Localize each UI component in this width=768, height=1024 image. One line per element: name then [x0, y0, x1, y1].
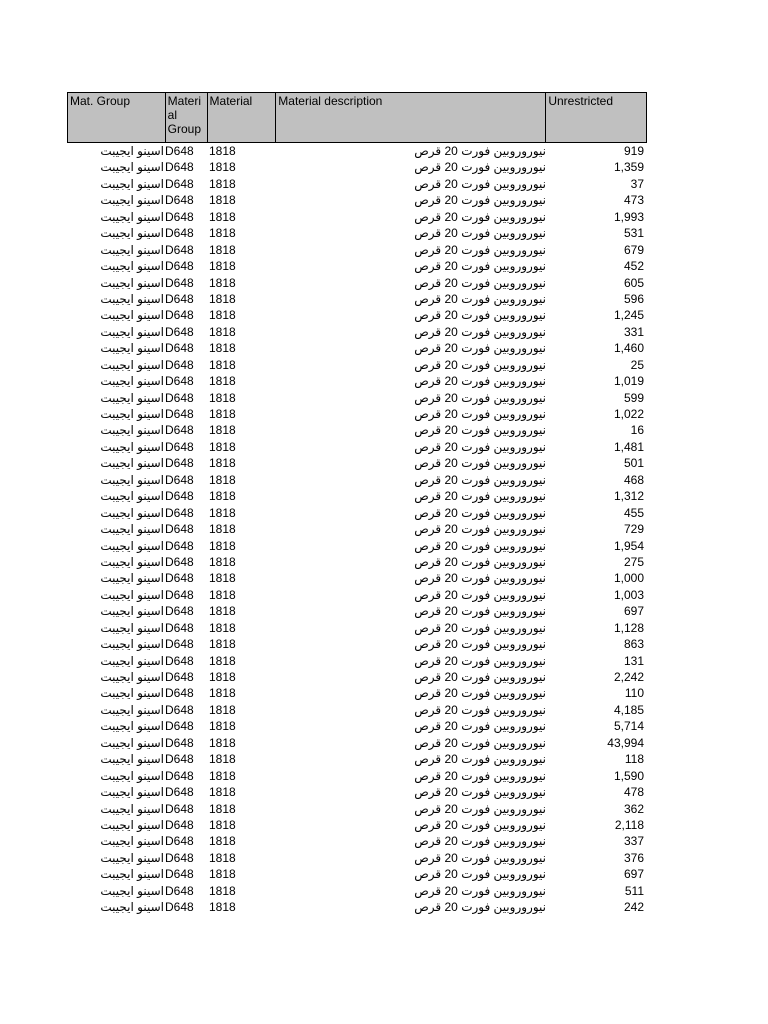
cell-mat-group: اسينو ايجيبت	[100, 439, 164, 454]
cell-material: 1818	[209, 850, 236, 865]
cell-material-group: D648	[165, 439, 194, 454]
cell-mat-group: اسينو ايجيبت	[100, 686, 164, 701]
table-row	[67, 718, 647, 734]
cell-material: 1818	[209, 867, 236, 882]
cell-material-description: نيوروروبين فورت 20 قرص	[414, 160, 546, 175]
cell-material-group: D648	[165, 259, 194, 274]
cell-material-group: D648	[165, 193, 194, 208]
cell-material-group: D648	[165, 423, 194, 438]
cell-material-description: نيوروروبين فورت 20 قرص	[414, 571, 546, 586]
table-row	[67, 850, 647, 866]
cell-unrestricted: 697	[623, 867, 644, 882]
cell-material-group: D648	[165, 308, 194, 323]
cell-material-group: D648	[165, 883, 194, 898]
cell-material: 1818	[209, 883, 236, 898]
cell-material-group: D648	[165, 817, 194, 832]
cell-material: 1818	[209, 752, 236, 767]
cell-material: 1818	[209, 209, 236, 224]
cell-unrestricted: 1,245	[613, 308, 644, 323]
cell-material: 1818	[209, 308, 236, 323]
cell-material-description: نيوروروبين فورت 20 قرص	[414, 357, 546, 372]
cell-material: 1818	[209, 144, 236, 158]
cell-material-group: D648	[165, 867, 194, 882]
table-row	[67, 570, 647, 586]
cell-unrestricted: 25	[630, 357, 644, 372]
cell-material-group: D648	[165, 242, 194, 257]
cell-material-description: نيوروروبين فورت 20 قرص	[414, 275, 546, 290]
cell-unrestricted: 1,003	[613, 587, 644, 602]
cell-material-group: D648	[165, 850, 194, 865]
cell-mat-group: اسينو ايجيبت	[100, 209, 164, 224]
cell-unrestricted: 2,242	[613, 670, 644, 684]
cell-unrestricted: 863	[623, 637, 644, 652]
cell-material-group: D648	[165, 489, 194, 504]
cell-unrestricted: 599	[623, 390, 644, 405]
header-material-description: Material description	[276, 93, 546, 142]
cell-material-group: D648	[165, 719, 194, 734]
table-row	[67, 439, 647, 455]
cell-material-description: نيوروروبين فورت 20 قرص	[414, 324, 546, 339]
cell-mat-group: اسينو ايجيبت	[100, 390, 164, 405]
table-row	[67, 143, 647, 159]
cell-unrestricted: 16	[630, 423, 644, 438]
cell-material-description: نيوروروبين فورت 20 قرص	[414, 653, 546, 668]
table-row	[67, 192, 647, 208]
table-row	[67, 603, 647, 619]
cell-material: 1818	[209, 341, 236, 356]
cell-mat-group: اسينو ايجيبت	[100, 571, 164, 586]
cell-material-group: D648	[165, 670, 194, 684]
cell-unrestricted: 473	[623, 193, 644, 208]
cell-material: 1818	[209, 472, 236, 487]
table-row	[67, 702, 647, 718]
table-body	[67, 143, 647, 916]
cell-material: 1818	[209, 390, 236, 405]
cell-material: 1818	[209, 439, 236, 454]
table-row	[67, 159, 647, 175]
cell-material-group: D648	[165, 785, 194, 800]
cell-material-description: نيوروروبين فورت 20 قرص	[414, 193, 546, 208]
cell-mat-group: اسينو ايجيبت	[100, 259, 164, 274]
cell-material: 1818	[209, 719, 236, 734]
cell-material-description: نيوروروبين فورت 20 قرص	[414, 850, 546, 865]
cell-mat-group: اسينو ايجيبت	[100, 785, 164, 800]
cell-material-group: D648	[165, 834, 194, 849]
cell-material: 1818	[209, 686, 236, 701]
table-row	[67, 899, 647, 915]
cell-unrestricted: 5,714	[613, 719, 644, 734]
cell-unrestricted: 501	[623, 456, 644, 471]
cell-material: 1818	[209, 275, 236, 290]
cell-unrestricted: 362	[623, 801, 644, 816]
cell-mat-group: اسينو ايجيبت	[100, 456, 164, 471]
cell-unrestricted: 452	[623, 259, 644, 274]
cell-material-description: نيوروروبين فورت 20 قرص	[414, 834, 546, 849]
cell-material-group: D648	[165, 587, 194, 602]
cell-mat-group: اسينو ايجيبت	[100, 768, 164, 783]
table-row	[67, 636, 647, 652]
cell-material-description: نيوروروبين فورت 20 قرص	[414, 752, 546, 767]
cell-material: 1818	[209, 357, 236, 372]
cell-unrestricted: 110	[624, 686, 644, 701]
cell-unrestricted: 1,460	[613, 341, 644, 356]
cell-unrestricted: 2,118	[614, 817, 644, 832]
table-row	[67, 685, 647, 701]
cell-unrestricted: 37	[630, 176, 644, 191]
header-mat-group: Mat. Group	[68, 93, 166, 142]
cell-mat-group: اسينو ايجيبت	[100, 719, 164, 734]
cell-material: 1818	[209, 374, 236, 389]
cell-material: 1818	[209, 768, 236, 783]
table-row	[67, 406, 647, 422]
cell-material-description: نيوروروبين فورت 20 قرص	[414, 226, 546, 241]
table-row	[67, 176, 647, 192]
cell-mat-group: اسينو ايجيبت	[100, 620, 164, 635]
table-row	[67, 488, 647, 504]
header-material: Material	[208, 93, 277, 142]
cell-material: 1818	[209, 801, 236, 816]
cell-unrestricted: 331	[623, 324, 644, 339]
table-row	[67, 390, 647, 406]
cell-material-description: نيوروروبين فورت 20 قرص	[414, 242, 546, 257]
cell-material: 1818	[209, 423, 236, 438]
cell-material: 1818	[209, 160, 236, 175]
cell-mat-group: اسينو ايجيبت	[100, 637, 164, 652]
cell-mat-group: اسينو ايجيبت	[100, 817, 164, 832]
cell-unrestricted: 1,000	[613, 571, 644, 586]
cell-material-group: D648	[165, 900, 194, 915]
table-row	[67, 817, 647, 833]
cell-mat-group: اسينو ايجيبت	[100, 176, 164, 191]
cell-mat-group: اسينو ايجيبت	[100, 735, 164, 750]
table-row	[67, 620, 647, 636]
table-row	[67, 242, 647, 258]
cell-material-group: D648	[165, 144, 194, 158]
cell-material-description: نيوروروبين فورت 20 قرص	[414, 407, 546, 421]
cell-unrestricted: 337	[623, 834, 644, 849]
cell-material-description: نيوروروبين فورت 20 قرص	[414, 472, 546, 487]
cell-material: 1818	[209, 226, 236, 241]
cell-unrestricted: 729	[623, 522, 644, 537]
cell-material-group: D648	[165, 801, 194, 816]
cell-mat-group: اسينو ايجيبت	[100, 226, 164, 241]
cell-mat-group: اسينو ايجيبت	[100, 193, 164, 208]
cell-material: 1818	[209, 587, 236, 602]
table-row	[67, 275, 647, 291]
table-row	[67, 225, 647, 241]
cell-mat-group: اسينو ايجيبت	[100, 242, 164, 257]
table-row	[67, 373, 647, 389]
cell-unrestricted: 1,590	[613, 768, 644, 783]
cell-mat-group: اسينو ايجيبت	[100, 834, 164, 849]
cell-mat-group: اسينو ايجيبت	[100, 275, 164, 290]
cell-material: 1818	[209, 554, 236, 569]
cell-material-description: نيوروروبين فورت 20 قرص	[414, 686, 546, 701]
table-row	[67, 521, 647, 537]
cell-material: 1818	[209, 571, 236, 586]
cell-material: 1818	[209, 620, 236, 635]
cell-material-group: D648	[165, 407, 194, 421]
table-row	[67, 669, 647, 685]
cell-material: 1818	[209, 176, 236, 191]
cell-material-description: نيوروروبين فورت 20 قرص	[414, 670, 546, 684]
cell-unrestricted: 1,022	[613, 407, 644, 421]
cell-mat-group: اسينو ايجيبت	[100, 324, 164, 339]
cell-unrestricted: 376	[623, 850, 644, 865]
cell-unrestricted: 1,128	[613, 620, 644, 635]
table-row	[67, 324, 647, 340]
table-row	[67, 784, 647, 800]
cell-mat-group: اسينو ايجيبت	[100, 407, 164, 421]
cell-material-description: نيوروروبين فورت 20 قرص	[414, 456, 546, 471]
cell-unrestricted: 1,019	[613, 374, 644, 389]
header-unrestricted: Unrestricted	[548, 94, 614, 108]
cell-material-group: D648	[165, 522, 194, 537]
cell-mat-group: اسينو ايجيبت	[100, 522, 164, 537]
table-row	[67, 505, 647, 521]
cell-mat-group: اسينو ايجيبت	[100, 308, 164, 323]
table-row	[67, 422, 647, 438]
cell-material-description: نيوروروبين فورت 20 قرص	[414, 390, 546, 405]
cell-unrestricted: 131	[623, 653, 644, 668]
cell-unrestricted: 531	[623, 226, 644, 241]
table-row	[67, 833, 647, 849]
cell-material: 1818	[209, 522, 236, 537]
cell-material-description: نيوروروبين فورت 20 قرص	[414, 374, 546, 389]
cell-mat-group: اسينو ايجيبت	[100, 604, 164, 619]
cell-material-group: D648	[165, 456, 194, 471]
cell-material-description: نيوروروبين فورت 20 قرص	[414, 259, 546, 274]
table-row	[67, 735, 647, 751]
cell-material-group: D648	[165, 341, 194, 356]
cell-material-description: نيوروروبين فورت 20 قرص	[414, 209, 546, 224]
table-row	[67, 258, 647, 274]
cell-material-group: D648	[165, 686, 194, 701]
cell-material-description: نيوروروبين فورت 20 قرص	[414, 604, 546, 619]
cell-material-group: D648	[165, 357, 194, 372]
cell-material: 1818	[209, 653, 236, 668]
cell-material-group: D648	[165, 374, 194, 389]
cell-mat-group: اسينو ايجيبت	[100, 850, 164, 865]
cell-unrestricted: 697	[623, 604, 644, 619]
cell-mat-group: اسينو ايجيبت	[100, 160, 164, 175]
cell-unrestricted: 679	[623, 242, 644, 257]
cell-material: 1818	[209, 505, 236, 520]
cell-material: 1818	[209, 785, 236, 800]
cell-material-group: D648	[165, 752, 194, 767]
cell-mat-group: اسينو ايجيبت	[100, 867, 164, 882]
cell-mat-group: اسينو ايجيبت	[100, 341, 164, 356]
cell-material: 1818	[209, 259, 236, 274]
cell-material-group: D648	[165, 571, 194, 586]
cell-material-description: نيوروروبين فورت 20 قرص	[414, 554, 546, 569]
cell-material: 1818	[209, 735, 236, 750]
cell-material-group: D648	[165, 768, 194, 783]
cell-material: 1818	[209, 407, 236, 421]
cell-unrestricted: 4,185	[613, 702, 644, 717]
cell-unrestricted: 242	[623, 900, 644, 915]
table-row	[67, 209, 647, 225]
cell-mat-group: اسينو ايجيبت	[100, 752, 164, 767]
cell-material-description: نيوروروبين فورت 20 قرص	[414, 702, 546, 717]
cell-unrestricted: 1,954	[613, 538, 644, 553]
cell-material-group: D648	[165, 291, 194, 306]
cell-material: 1818	[209, 324, 236, 339]
cell-unrestricted: 596	[623, 291, 644, 306]
cell-material-group: D648	[165, 554, 194, 569]
cell-material: 1818	[209, 538, 236, 553]
table-row	[67, 538, 647, 554]
table-row	[67, 340, 647, 356]
cell-mat-group: اسينو ايجيبت	[100, 538, 164, 553]
cell-unrestricted: 275	[623, 554, 644, 569]
cell-mat-group: اسينو ايجيبت	[100, 670, 164, 684]
cell-mat-group: اسينو ايجيبت	[100, 489, 164, 504]
cell-mat-group: اسينو ايجيبت	[100, 357, 164, 372]
cell-unrestricted: 468	[623, 472, 644, 487]
table-row	[67, 801, 647, 817]
cell-material: 1818	[209, 489, 236, 504]
cell-material-group: D648	[165, 735, 194, 750]
cell-material-group: D648	[165, 226, 194, 241]
cell-material: 1818	[209, 817, 236, 832]
cell-material-description: نيوروروبين فورت 20 قرص	[414, 144, 546, 158]
cell-material-description: نيوروروبين فورت 20 قرص	[414, 176, 546, 191]
cell-material: 1818	[209, 900, 236, 915]
cell-mat-group: اسينو ايجيبت	[100, 702, 164, 717]
cell-material: 1818	[209, 291, 236, 306]
cell-material-description: نيوروروبين فورت 20 قرص	[414, 735, 546, 750]
cell-mat-group: اسينو ايجيبت	[100, 900, 164, 915]
cell-unrestricted: 919	[623, 144, 644, 158]
cell-material-description: نيوروروبين فورت 20 قرص	[414, 867, 546, 882]
cell-material-description: نيوروروبين فورت 20 قرص	[414, 291, 546, 306]
cell-unrestricted: 605	[623, 275, 644, 290]
cell-mat-group: اسينو ايجيبت	[100, 505, 164, 520]
table-row	[67, 357, 647, 373]
table-row	[67, 472, 647, 488]
cell-material-group: D648	[165, 176, 194, 191]
cell-mat-group: اسينو ايجيبت	[100, 653, 164, 668]
table-row	[67, 768, 647, 784]
cell-mat-group: اسينو ايجيبت	[100, 291, 164, 306]
cell-material-description: نيوروروبين فورت 20 قرص	[414, 785, 546, 800]
cell-material-description: نيوروروبين فورت 20 قرص	[414, 587, 546, 602]
table-header	[67, 92, 647, 143]
cell-material: 1818	[209, 604, 236, 619]
cell-material-group: D648	[165, 472, 194, 487]
cell-material: 1818	[209, 242, 236, 257]
cell-material-group: D648	[165, 637, 194, 652]
table-row	[67, 307, 647, 323]
spreadsheet-table	[67, 92, 647, 916]
cell-material-group: D648	[165, 538, 194, 553]
cell-material-group: D648	[165, 209, 194, 224]
cell-mat-group: اسينو ايجيبت	[100, 374, 164, 389]
cell-material: 1818	[209, 670, 236, 684]
table-row	[67, 866, 647, 882]
cell-material: 1818	[209, 834, 236, 849]
cell-unrestricted: 43,994	[607, 735, 644, 750]
cell-mat-group: اسينو ايجيبت	[100, 554, 164, 569]
cell-material: 1818	[209, 637, 236, 652]
cell-material-description: نيوروروبين فورت 20 قرص	[414, 439, 546, 454]
cell-material-description: نيوروروبين فورت 20 قرص	[414, 308, 546, 323]
table-row	[67, 291, 647, 307]
cell-material-description: نيوروروبين فورت 20 قرص	[414, 900, 546, 915]
cell-unrestricted: 478	[623, 785, 644, 800]
cell-material-description: نيوروروبين فورت 20 قرص	[414, 620, 546, 635]
table-row	[67, 751, 647, 767]
header-material-group: Materi al Group	[166, 93, 208, 142]
cell-material-group: D648	[165, 653, 194, 668]
cell-material-description: نيوروروبين فورت 20 قرص	[414, 637, 546, 652]
table-row	[67, 587, 647, 603]
cell-material-group: D648	[165, 324, 194, 339]
cell-material-group: D648	[165, 390, 194, 405]
cell-material-description: نيوروروبين فورت 20 قرص	[414, 341, 546, 356]
cell-material-group: D648	[165, 275, 194, 290]
cell-material-description: نيوروروبين فورت 20 قرص	[414, 801, 546, 816]
table-row	[67, 653, 647, 669]
cell-material-group: D648	[165, 702, 194, 717]
cell-mat-group: اسينو ايجيبت	[100, 144, 164, 158]
cell-material: 1818	[209, 456, 236, 471]
cell-unrestricted: 1,312	[613, 489, 644, 504]
cell-unrestricted: 1,359	[613, 160, 644, 175]
cell-material-description: نيوروروبين فورت 20 قرص	[414, 423, 546, 438]
table-row	[67, 883, 647, 899]
table-row	[67, 554, 647, 570]
cell-material-description: نيوروروبين فورت 20 قرص	[414, 719, 546, 734]
cell-material-description: نيوروروبين فورت 20 قرص	[414, 883, 546, 898]
cell-material-group: D648	[165, 620, 194, 635]
table-row	[67, 455, 647, 471]
cell-material-group: D648	[165, 604, 194, 619]
cell-material-group: D648	[165, 160, 194, 175]
cell-unrestricted: 511	[624, 883, 644, 898]
cell-mat-group: اسينو ايجيبت	[100, 423, 164, 438]
cell-material-description: نيوروروبين فورت 20 قرص	[414, 538, 546, 553]
cell-unrestricted: 1,481	[613, 439, 644, 454]
cell-mat-group: اسينو ايجيبت	[100, 472, 164, 487]
cell-unrestricted: 1,993	[613, 209, 644, 224]
cell-material-description: نيوروروبين فورت 20 قرص	[414, 522, 546, 537]
cell-material-description: نيوروروبين فورت 20 قرص	[414, 768, 546, 783]
cell-unrestricted: 455	[623, 505, 644, 520]
cell-unrestricted: 118	[624, 752, 644, 767]
cell-mat-group: اسينو ايجيبت	[100, 587, 164, 602]
cell-material-description: نيوروروبين فورت 20 قرص	[414, 505, 546, 520]
cell-material: 1818	[209, 193, 236, 208]
cell-material-description: نيوروروبين فورت 20 قرص	[414, 817, 546, 832]
cell-material-description: نيوروروبين فورت 20 قرص	[414, 489, 546, 504]
cell-material: 1818	[209, 702, 236, 717]
cell-mat-group: اسينو ايجيبت	[100, 883, 164, 898]
cell-mat-group: اسينو ايجيبت	[100, 801, 164, 816]
cell-material-group: D648	[165, 505, 194, 520]
